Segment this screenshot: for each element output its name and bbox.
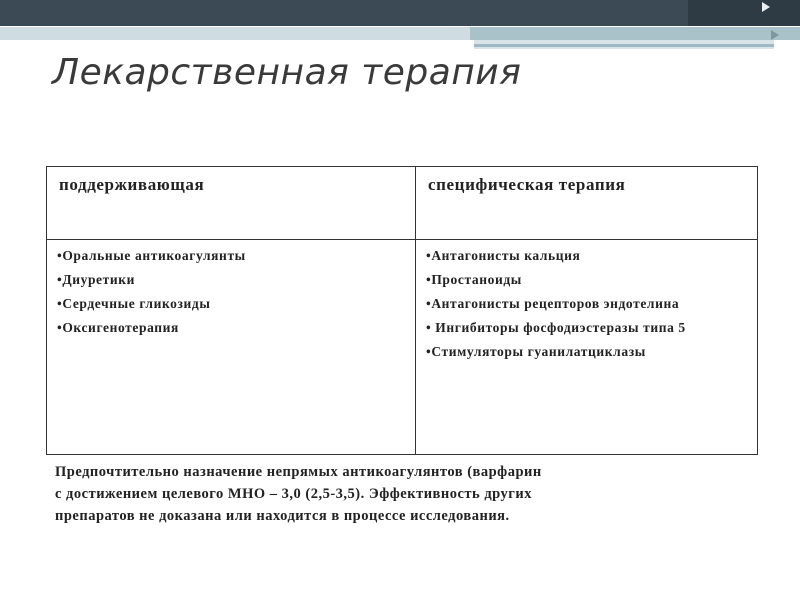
supportive-cell [47, 240, 416, 455]
footnote-line: препаратов не доказана или находится в процессе исследования. [55, 508, 510, 524]
list-item: •Антагонисты рецепторов эндотелина [426, 296, 680, 311]
therapy-table [46, 166, 758, 455]
list-item: •Простаноиды [426, 272, 522, 287]
footnote-line: с достижением целевого МНО – 3,0 (2,5-3,5). Эффективность других [55, 486, 532, 502]
slide-title: Лекарственная терапия [52, 52, 522, 93]
supportive-list [57, 246, 407, 337]
decor-strip-accent [470, 27, 800, 40]
footnote [55, 461, 755, 527]
list-item: • Ингибиторы фосфодиэстеразы типа 5 [426, 320, 686, 335]
list-item: •Диуретики [57, 272, 136, 287]
header-supportive: поддерживающая [47, 167, 416, 240]
header-bar-accent [688, 0, 800, 26]
header-bar [0, 0, 800, 26]
list-item: •Антагонисты кальция [426, 248, 581, 263]
triangle-arrow-icon [771, 30, 779, 40]
decor-strip-lower-accent [474, 44, 774, 47]
footnote-line: Предпочтительно назначение непрямых антикоагулянтов (варфарин [55, 464, 542, 480]
table-row [47, 240, 758, 455]
list-item: •Стимуляторы гуанилатциклазы [426, 344, 646, 359]
table-header-row [47, 167, 758, 240]
specific-list [426, 246, 749, 361]
header-specific: специфическая терапия [416, 167, 758, 240]
list-item: •Оксигенотерапия [57, 320, 179, 335]
specific-cell [416, 240, 758, 455]
triangle-arrow-icon [762, 2, 770, 12]
list-item: •Оральные антикоагулянты [57, 248, 246, 263]
list-item: •Сердечные гликозиды [57, 296, 211, 311]
